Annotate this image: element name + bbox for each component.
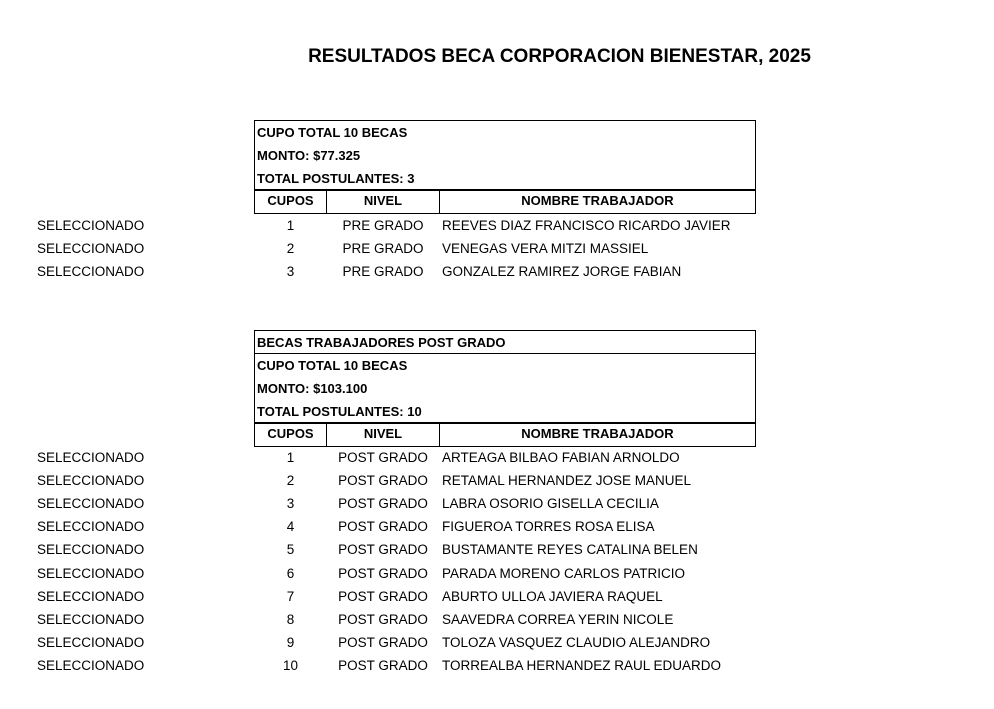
nombre-cell: BUSTAMANTE REYES CATALINA BELEN	[442, 542, 698, 558]
cupo-cell: 5	[286, 542, 295, 558]
nombre-cell: VENEGAS VERA MITZI MASSIEL	[442, 241, 649, 257]
table-row	[0, 446, 994, 469]
pregrado-header-line: TOTAL POSTULANTES: 3	[255, 167, 755, 190]
status-cell: SELECCIONADO	[37, 588, 145, 604]
nivel-cell: POST GRADO	[338, 496, 428, 512]
pregrado-header-line: MONTO: $77.325	[257, 148, 361, 163]
nivel-cell: POST GRADO	[338, 519, 428, 535]
table-row	[0, 214, 994, 237]
nombre-cell: GONZALEZ RAMIREZ JORGE FABIAN	[442, 264, 682, 280]
status-cell: SELECCIONADO	[37, 264, 145, 280]
nivel-cell: POST GRADO	[338, 473, 428, 489]
pregrado-column-header	[254, 190, 756, 214]
cupo-cell: 1	[286, 218, 295, 234]
table-row	[0, 561, 994, 584]
table-row	[0, 631, 994, 654]
table-row	[0, 237, 994, 260]
table-row	[0, 654, 994, 677]
nombre-cell: FIGUEROA TORRES ROSA ELISA	[442, 519, 655, 535]
column-cupos: CUPOS	[255, 190, 327, 213]
nivel-cell: POST GRADO	[338, 450, 428, 466]
nivel-cell: PRE GRADO	[342, 218, 424, 234]
column-nivel: NIVEL	[327, 423, 440, 446]
nivel-cell: POST GRADO	[338, 634, 428, 650]
cupo-cell: 2	[286, 473, 295, 489]
nombre-cell: LABRA OSORIO GISELLA CECILIA	[442, 496, 659, 512]
table-row	[0, 538, 994, 561]
table-row	[0, 608, 994, 631]
nivel-cell: POST GRADO	[338, 657, 428, 673]
status-cell: SELECCIONADO	[37, 496, 145, 512]
nivel-cell: PRE GRADO	[342, 264, 424, 280]
page-title: RESULTADOS BECA CORPORACION BIENESTAR, 2025	[308, 46, 811, 67]
nombre-cell: SAAVEDRA CORREA YERIN NICOLE	[442, 611, 674, 627]
cupo-cell: 8	[286, 611, 295, 627]
status-cell: SELECCIONADO	[37, 519, 145, 535]
status-cell: SELECCIONADO	[37, 542, 145, 558]
table-row	[0, 469, 994, 492]
status-cell: SELECCIONADO	[37, 450, 145, 466]
nombre-cell: ABURTO ULLOA JAVIERA RAQUEL	[442, 588, 663, 604]
nivel-cell: POST GRADO	[338, 588, 428, 604]
cupo-cell: 3	[286, 496, 295, 512]
pregrado-header-line: CUPO TOTAL 10 BECAS	[257, 125, 408, 140]
cupo-cell: 7	[286, 588, 295, 604]
nivel-cell: POST GRADO	[338, 542, 428, 558]
nombre-cell: PARADA MORENO CARLOS PATRICIO	[442, 565, 686, 581]
postgrado-rows	[0, 446, 994, 677]
table-row	[0, 515, 994, 538]
cupo-cell: 9	[286, 634, 295, 650]
table-row	[0, 492, 994, 515]
postgrado-header-line: TOTAL POSTULANTES: 10	[255, 400, 755, 423]
status-cell: SELECCIONADO	[37, 473, 145, 489]
cupo-cell: 3	[286, 264, 295, 280]
column-cupos: CUPOS	[255, 423, 327, 446]
status-cell: SELECCIONADO	[37, 634, 145, 650]
nombre-cell: ARTEAGA BILBAO FABIAN ARNOLDO	[442, 450, 680, 466]
postgrado-header-line: BECAS TRABAJADORES POST GRADO	[255, 331, 755, 354]
nivel-cell: POST GRADO	[338, 565, 428, 581]
status-cell: SELECCIONADO	[37, 565, 145, 581]
column-nombre: NOMBRE TRABAJADOR	[521, 193, 674, 208]
nombre-cell: REEVES DIAZ FRANCISCO RICARDO JAVIER	[442, 218, 731, 234]
cupo-cell: 6	[286, 565, 295, 581]
status-cell: SELECCIONADO	[37, 657, 145, 673]
status-cell: SELECCIONADO	[37, 218, 145, 234]
status-cell: SELECCIONADO	[37, 611, 145, 627]
table-row	[0, 260, 994, 283]
postgrado-header-box	[254, 330, 756, 424]
cupo-cell: 4	[286, 519, 295, 535]
cupo-cell: 1	[286, 450, 295, 466]
status-cell: SELECCIONADO	[37, 241, 145, 257]
cupo-cell: 2	[286, 241, 295, 257]
column-nivel: NIVEL	[327, 190, 440, 213]
table-row	[0, 585, 994, 608]
postgrado-header-line: MONTO: $103.100	[257, 381, 368, 396]
cupo-cell: 10	[282, 657, 299, 673]
nombre-cell: RETAMAL HERNANDEZ JOSE MANUEL	[442, 473, 692, 489]
postgrado-header-line: CUPO TOTAL 10 BECAS	[257, 358, 408, 373]
pregrado-header-box	[254, 120, 756, 191]
pregrado-rows	[0, 214, 994, 283]
column-nombre: NOMBRE TRABAJADOR	[521, 426, 674, 441]
nombre-cell: TORREALBA HERNANDEZ RAUL EDUARDO	[442, 657, 722, 673]
nivel-cell: POST GRADO	[338, 611, 428, 627]
postgrado-column-header	[254, 423, 756, 447]
nivel-cell: PRE GRADO	[342, 241, 424, 257]
nombre-cell: TOLOZA VASQUEZ CLAUDIO ALEJANDRO	[442, 634, 711, 650]
